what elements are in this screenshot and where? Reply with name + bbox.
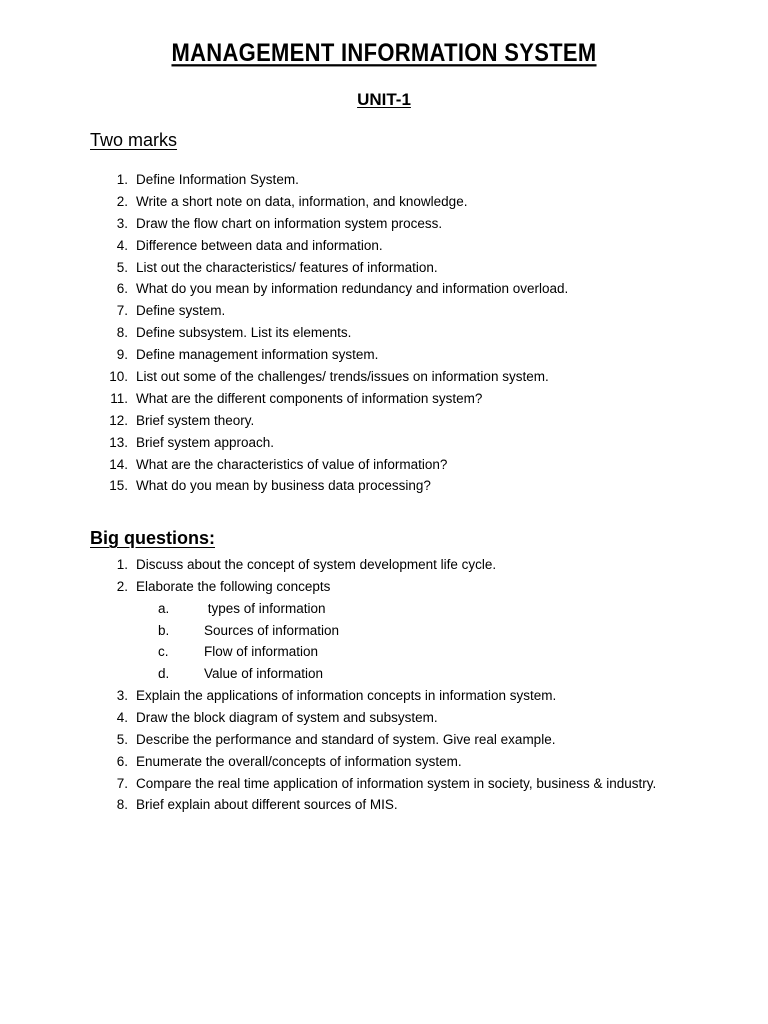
document-title: MANAGEMENT INFORMATION SYSTEM: [171, 38, 597, 67]
question-text: Difference between data and information.: [136, 237, 383, 253]
question-number: 1.: [116, 557, 128, 572]
question-text: Define subsystem. List its elements.: [136, 325, 352, 341]
question-text: What do you mean by business data processing?: [136, 478, 431, 494]
question-text: Draw the flow chart on information system process.: [136, 215, 443, 231]
question-number: 3.: [116, 688, 128, 703]
question-text: Brief system theory.: [136, 412, 255, 428]
question-number: 5.: [116, 731, 128, 747]
question-text: Compare the real time application of information system in society, business & industry.: [136, 775, 657, 791]
question-number: 6.: [116, 281, 128, 297]
question-text: What are the characteristics of value of information?: [136, 456, 448, 472]
sub-item-text: Sources of information: [204, 622, 340, 638]
two-marks-heading: Two marks: [90, 130, 178, 150]
question-number: 7.: [116, 303, 128, 319]
question-text: Describe the performance and standard of system. Give real example.: [136, 731, 556, 747]
question-number: 13.: [109, 434, 128, 450]
question-text: Elaborate the following concepts: [136, 578, 331, 594]
sub-item-text: Value of information: [204, 665, 324, 681]
question-number: 15.: [109, 478, 128, 494]
question-number: 1.: [116, 172, 128, 187]
question-text: Brief explain about different sources of MIS.: [136, 797, 398, 813]
sub-item-text: Flow of information: [204, 644, 319, 660]
question-text: Discuss about the concept of system development life cycle.: [136, 557, 497, 572]
question-text: What do you mean by information redundancy and information overload.: [136, 281, 569, 297]
question-number: 14.: [109, 456, 128, 472]
question-number: 4.: [116, 237, 128, 253]
question-text: Define system.: [136, 303, 226, 319]
question-number: 12.: [109, 412, 128, 428]
question-text: Define management information system.: [136, 347, 379, 363]
question-text: Define Information System.: [136, 172, 299, 187]
question-number: 8.: [116, 797, 128, 813]
question-text: List out the characteristics/ features of information.: [136, 259, 438, 275]
question-number: 2.: [116, 193, 128, 209]
question-number: 11.: [110, 390, 128, 406]
sub-item-letter: b.: [158, 622, 170, 638]
question-number: 9.: [116, 347, 128, 363]
question-number: 10.: [109, 369, 128, 385]
question-number: 6.: [116, 753, 128, 769]
question-text: List out some of the challenges/ trends/issues on information system.: [136, 369, 549, 385]
question-text: What are the different components of information system?: [136, 390, 483, 406]
unit-title: UNIT-1: [357, 90, 411, 109]
question-text: Brief system approach.: [136, 434, 275, 450]
question-number: 7.: [116, 775, 128, 791]
question-text: Enumerate the overall/concepts of information system.: [136, 753, 462, 769]
question-number: 4.: [116, 709, 128, 725]
question-number: 2.: [116, 578, 128, 594]
question-text: Explain the applications of information concepts in information system.: [136, 688, 557, 703]
sub-item-letter: c.: [158, 644, 169, 660]
question-number: 5.: [116, 259, 128, 275]
question-number: 3.: [116, 215, 128, 231]
question-text: Write a short note on data, information, and knowledge.: [136, 193, 468, 209]
question-text: Draw the block diagram of system and subsystem.: [136, 709, 438, 725]
big-questions-heading: Big questions:: [90, 528, 215, 548]
sub-item-text: types of information: [204, 601, 326, 616]
sub-item-letter: a.: [158, 601, 170, 616]
sub-item-letter: d.: [158, 665, 170, 681]
question-number: 8.: [116, 325, 128, 341]
